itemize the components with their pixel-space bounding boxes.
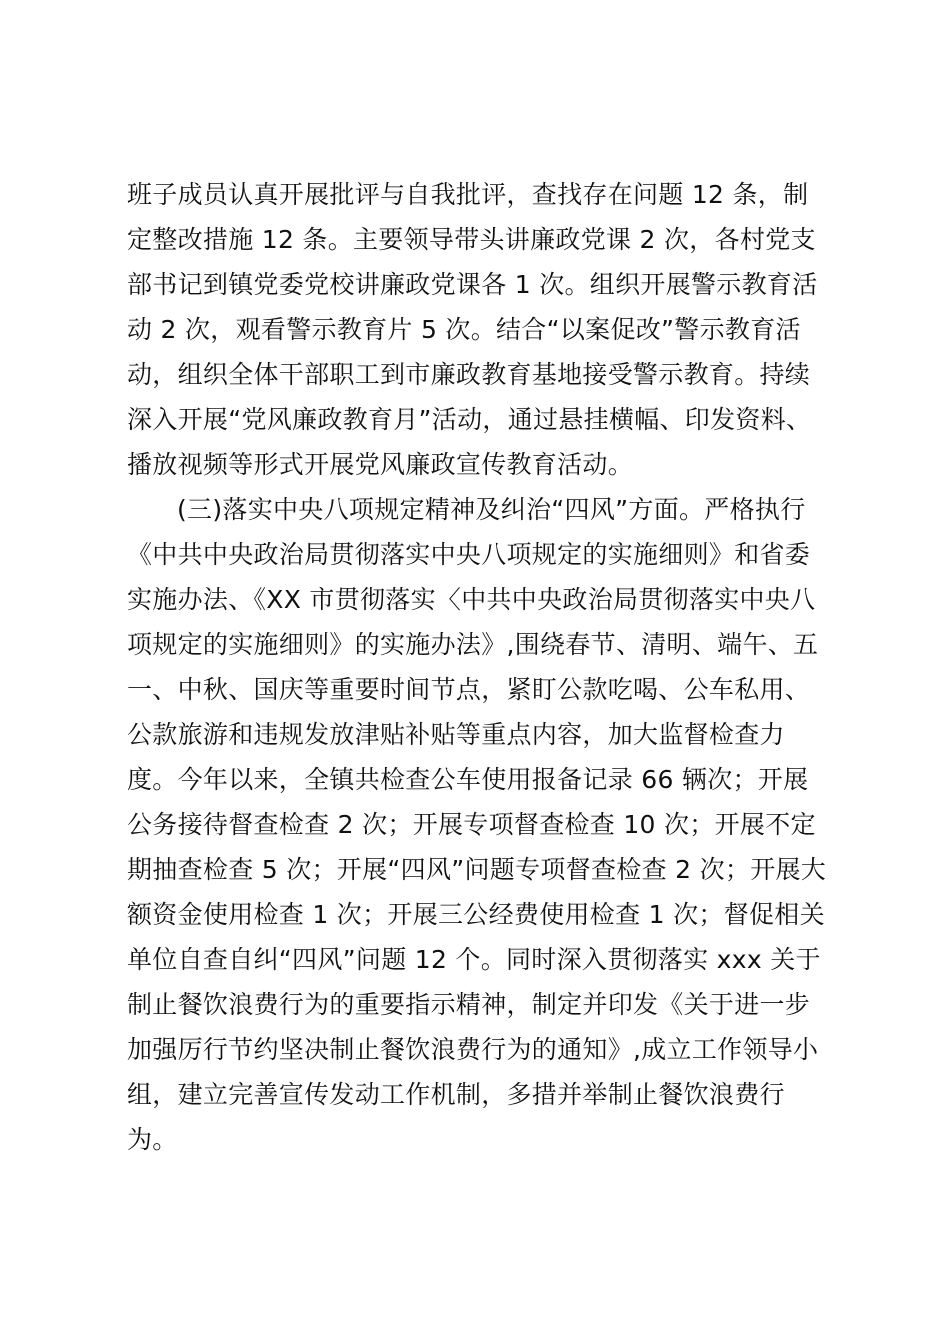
text-line: 单位自查自纠“四风”问题 12 个。同时深入贯彻落实 xxx 关于	[127, 945, 821, 974]
text-line: 定整改措施 12 条。主要领导带头讲廉政党课 2 次，各村党支	[127, 225, 816, 254]
text-line: 度。今年以来，全镇共检查公车使用报备记录 66 辆次；开展	[127, 765, 809, 794]
text-line: 班子成员认真开展批评与自我批评，查找存在问题 12 条，制	[127, 180, 809, 209]
text-line: 公务接待督查检查 2 次；开展专项督查检查 10 次；开展不定	[127, 810, 816, 839]
text-line: 深入开展“党风廉政教育月”活动，通过悬挂横幅、印发资料、	[127, 405, 812, 434]
text-line: 项规定的实施细则》的实施办法》,围绕春节、清明、端午、五	[127, 630, 819, 659]
text-line: 部书记到镇党委党校讲廉政党课各 1 次。组织开展警示教育活	[127, 270, 818, 299]
text-line: 公款旅游和违规发放津贴补贴等重点内容，加大监督检查力	[127, 720, 785, 749]
text-line: 为。	[127, 1125, 178, 1154]
text-line: 加强厉行节约坚决制止餐饮浪费行为的通知》,成立工作领导小	[127, 1035, 819, 1064]
text-line: 制止餐饮浪费行为的重要指示精神，制定并印发《关于进一步	[127, 990, 811, 1019]
text-line: 一、中秋、国庆等重要时间节点，紧盯公款吃喝、公车私用、	[127, 675, 811, 704]
text-line: 动，组织全体干部职工到市廉政教育基地接受警示教育。持续	[127, 360, 811, 389]
text-line: 实施办法、《XX 市贯彻落实〈中共中央政治局贯彻落实中央八	[127, 585, 816, 614]
section-heading-line: (三)落实中央八项规定精神及纠治“四风”方面。严格执行	[177, 495, 806, 524]
text-line: 动 2 次，观看警示教育片 5 次。结合“以案促改”警示教育活	[127, 315, 801, 344]
text-line: 期抽查检查 5 次；开展“四风”问题专项督查检查 2 次；开展大	[127, 855, 827, 884]
text-line: 《中共中央政治局贯彻落实中央八项规定的实施细则》和省委	[127, 540, 811, 569]
document-body	[127, 172, 837, 1162]
text-line: 播放视频等形式开展党风廉政宣传教育活动。	[127, 450, 634, 479]
text-line: 额资金使用检查 1 次；开展三公经费使用检查 1 次；督促相关	[127, 900, 825, 929]
text-line: 组，建立完善宣传发动工作机制，多措并举制止餐饮浪费行	[127, 1080, 785, 1109]
